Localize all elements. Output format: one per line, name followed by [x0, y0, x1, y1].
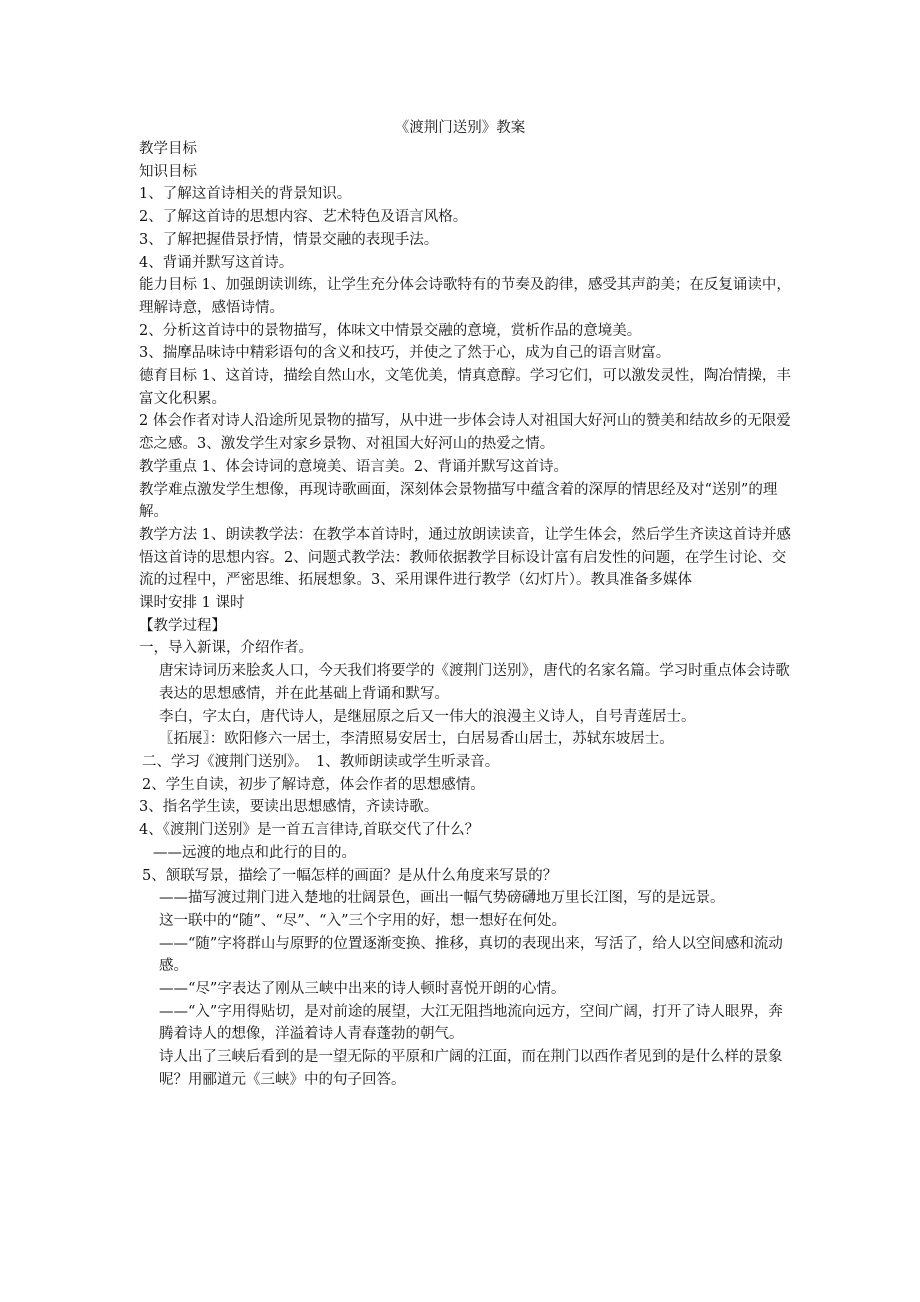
section-2-heading: 二、学习《渡荆门送别》。 1、教师朗读或学生听录音。: [142, 753, 500, 770]
knowledge-goal-1: 1、了解这首诗相关的背景知识。: [139, 186, 352, 203]
section-1-heading: 一，导入新课，介绍作者。: [139, 640, 313, 657]
step-3: 3、指名学生读，要读出思想感情，齐读诗歌。: [139, 799, 439, 816]
heading-teaching-process: 【教学过程】: [139, 617, 226, 634]
step-4-answer: ——远渡的地点和此行的目的。: [153, 844, 356, 861]
step-2: 2、学生自读，初步了解诗意，体会作者的思想感情。: [142, 776, 485, 793]
knowledge-goal-4: 4、背诵并默写这首诗。: [139, 254, 294, 271]
extension-paragraph: 〖拓展〗：欧阳修六一居士，李清照易安居士，白居易香山居士，苏轼东坡居士。: [159, 731, 674, 748]
moral-goal-2: 2 体会作者对诗人沿途所见景物的描写，从中进一步体会诗人对祖国大好河山的赞美和结故乡的无限爱恋之感。3、激发学生对家乡景物、对祖国大好河山的热爱之情。: [139, 413, 791, 453]
step-4-question: 4、《渡荆门送别》是一首五言律诗,首联交代了什么？: [139, 822, 480, 839]
ability-goal-1: 能力目标 1、加强朗读训练，让学生充分体会诗歌特有的节奏及韵律，感受其声韵美；在反复诵读中，理解诗意，感悟诗情。: [139, 277, 791, 316]
knowledge-goal-2: 2、了解这首诗的思想内容、艺术特色及语言风格。: [139, 209, 468, 226]
step-5-question: 5、颔联写景，描绘了一幅怎样的画面？是从什么角度来写景的？: [142, 867, 558, 884]
moral-goal-1: 德育目标 1、这首诗，描绘自然山水，文笔优美，情真意醇。学习它们，可以激发灵性，陶冶情操，丰富文化积累。: [139, 368, 791, 407]
difficult-points: 教学难点激发学生想像，再现诗歌画面，深刻体会景物描写中蕴含着的深厚的情思经及对“送别”的理解。: [139, 481, 778, 521]
teaching-methods: 教学方法 1、朗读教学法：在教学本首诗时，通过放朗读读音，让学生体会，然后学生齐读这首诗并感悟这首诗的思想内容。2、问题式教学法：教师依据教学目标设计富有启发性的问题，在学生讨论、交流的过程中，严密思维、拓展想象。3、采用课件进行教学（幻灯片）。教具准备多媒体: [139, 526, 791, 589]
answer-ru: ——“入”字用得贴切，是对前途的展望，大江无阻挡地流向远方，空间广阔，打开了诗人眼界，奔腾着诗人的想像，洋溢着诗人青春蓬勃的朝气。: [159, 1003, 783, 1043]
knowledge-goal-3: 3、了解把握借景抒情，情景交融的表现手法。: [139, 231, 439, 248]
step-5-answer: ——描写渡过荆门进入楚地的壮阔景色，画出一幅气势磅礴地万里长江图，写的是远景。: [159, 890, 725, 907]
key-points: 教学重点 1、体会诗词的意境美、语言美。2、背诵并默写这首诗。: [139, 458, 569, 475]
heading-knowledge-goals: 知识目标: [139, 163, 197, 180]
author-paragraph: 李白，字太白，唐代诗人，是继屈原之后又一伟大的浪漫主义诗人，自号青莲居士。: [159, 708, 696, 725]
heading-teaching-goals: 教学目标: [139, 141, 197, 157]
ability-goal-2: 2、分析这首诗中的景物描写，体味文中情景交融的意境，赏析作品的意境美。: [139, 322, 642, 339]
intro-paragraph: 唐宋诗词历来脍炙人口，今天我们将要学的《渡荆门送别》，唐代的名家名篇。学习时重点体会诗歌表达的思想感情，并在此基础上背诵和默写。: [159, 663, 790, 702]
answer-sui: ——“随”字将群山与原野的位置逐渐变换、推移，真切的表现出来，写活了，给人以空间感和流动感。: [159, 935, 783, 975]
class-schedule: 课时安排 1 课时: [139, 595, 245, 612]
document-title: 《渡荆门送别》教案: [394, 120, 526, 136]
document-body: [139, 138, 793, 1092]
answer-jin: ——“尽”字表达了刚从三峡中出来的诗人顿时喜悦开朗的心情。: [159, 981, 566, 998]
word-question: 这一联中的“随”、“尽”、“入”三个字用的好，想一想好在何处。: [159, 912, 566, 929]
ability-goal-3: 3、揣摩品味诗中精彩语句的含义和技巧，并使之了然于心，成为自己的语言财富。: [139, 345, 671, 362]
closing-question: 诗人出了三峡后看到的是一望无际的平原和广阔的江面，而在荆门以西作者见到的是什么样的景象呢？用郦道元《三峡》中的句子回答。: [159, 1049, 783, 1088]
